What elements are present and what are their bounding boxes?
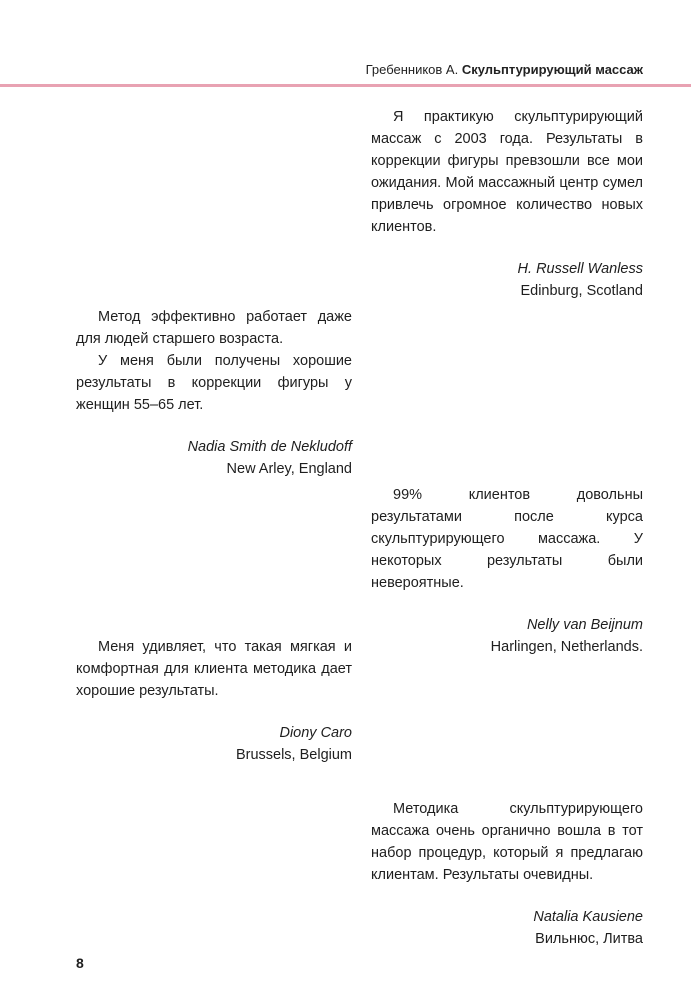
testimonial-location: Edinburg, Scotland	[520, 283, 643, 299]
header-author: Гребенников А.	[365, 62, 459, 77]
testimonial-location: Harlingen, Netherlands.	[490, 639, 643, 655]
testimonial-text: Методика скульптурирующего массажа очень органично вошла в тот набор процедур, который я предлагаю клиентам. Результаты очевидны.	[371, 801, 643, 883]
testimonial-5	[371, 798, 643, 950]
testimonial-author: Nadia Smith de Nekludoff	[187, 439, 352, 455]
testimonial-text: Метод эффективно работает даже для людей старшего возраста.	[76, 309, 352, 347]
testimonial-location: New Arley, England	[226, 461, 352, 477]
testimonial-author: Diony Caro	[279, 725, 352, 741]
testimonial-4	[76, 636, 352, 766]
testimonial-location: Вильнюс, Литва	[535, 931, 643, 947]
header-title: Скульптурирующий массаж	[461, 62, 643, 77]
testimonial-author: Natalia Kausiene	[533, 909, 643, 925]
page-number: 8	[76, 955, 84, 971]
testimonial-text: У меня были получены хорошие результаты в коррекции фигуры у женщин 55–65 лет.	[76, 353, 352, 413]
running-header	[0, 62, 691, 78]
testimonial-1	[371, 106, 643, 302]
testimonial-author: H. Russell Wanless	[517, 261, 643, 277]
testimonial-2	[76, 306, 352, 480]
header-divider	[0, 84, 691, 87]
testimonial-location: Brussels, Belgium	[235, 747, 352, 763]
testimonial-3	[371, 484, 643, 658]
testimonial-text: Я практикую скульптурирующий массаж с 2003 года. Результаты в коррекции фигуры превзошли все мои ожидания. Мой массажный центр сумел привлечь огромное количество новых клиентов.	[371, 109, 643, 235]
testimonial-author: Nelly van Beijnum	[526, 617, 643, 633]
testimonial-text: Меня удивляет, что такая мягкая и комфортная для клиента методика дает хорошие результаты.	[76, 639, 352, 699]
testimonial-text: 99% клиентов довольны результатами после курса скульптурирующего массажа. У некоторых результаты были невероятные.	[371, 487, 643, 591]
